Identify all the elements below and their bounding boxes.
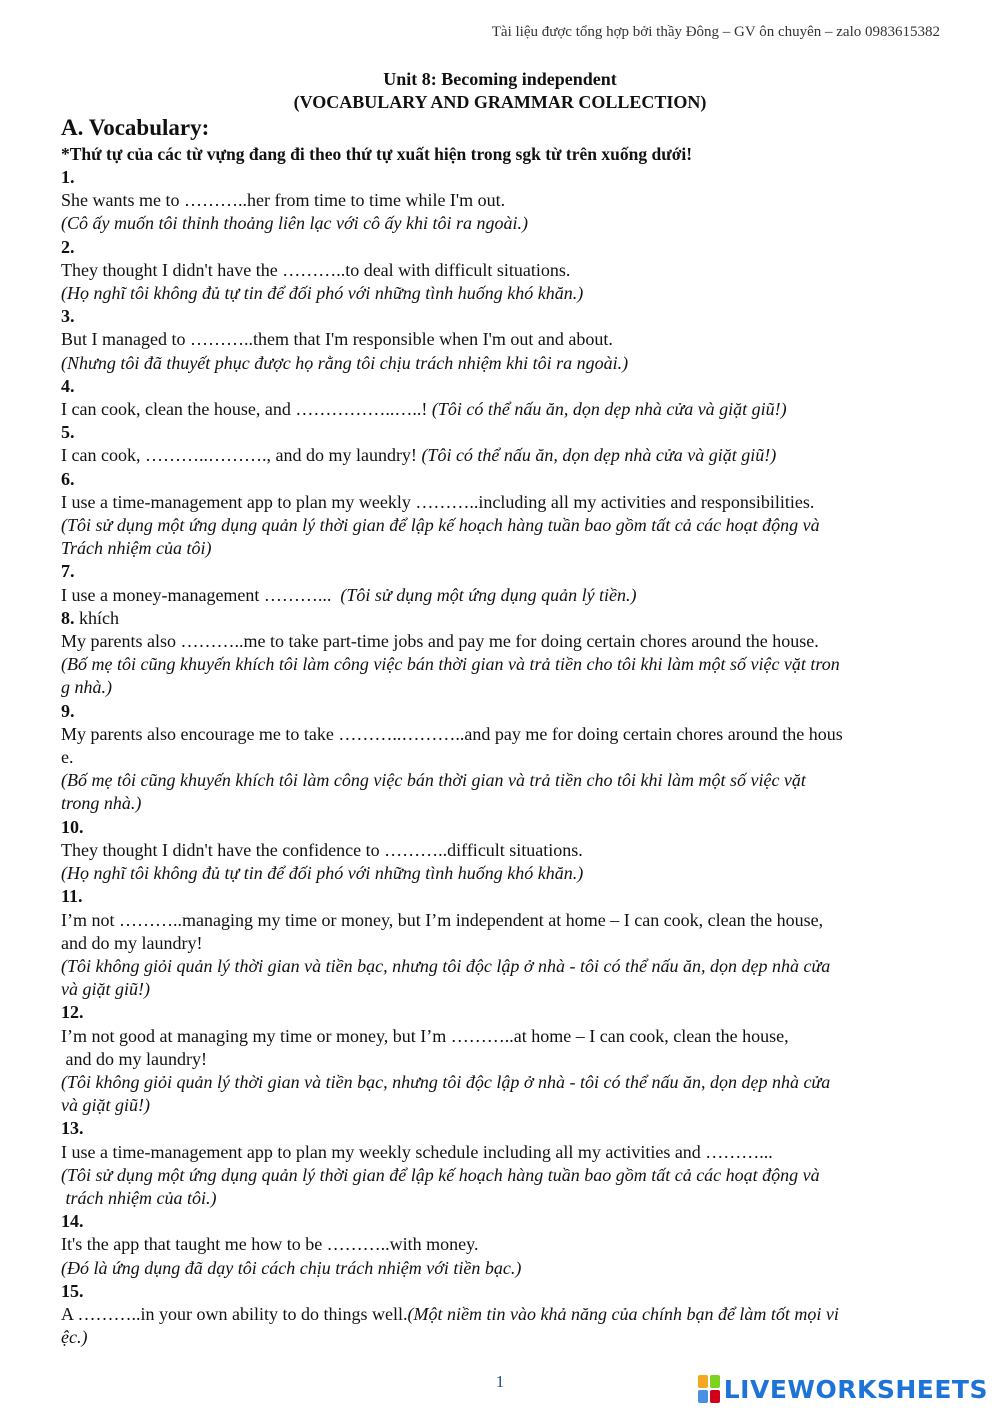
vietnamese-translation-line-1: (Một niềm tin vào khả năng của chính bạn để làm tốt mọi vi (407, 1303, 839, 1324)
english-sentence: She wants me to ………..her from time to time while I'm out. (61, 190, 506, 211)
logo-block-2 (710, 1375, 720, 1388)
vietnamese-translation: (Tôi có thể nấu ăn, dọn dẹp nhà cửa và giặt giũ!) (431, 399, 787, 420)
vocab-item-15 (61, 1280, 941, 1350)
item-number: 2. (61, 236, 75, 257)
english-sentence (61, 398, 941, 421)
vocab-item-5 (61, 421, 941, 467)
item-number: 4. (61, 375, 75, 396)
liveworksheets-logo-icon (698, 1375, 720, 1403)
english-sentence (61, 1303, 941, 1326)
english-sentence: I use a time-management app to plan my weekly schedule including all my activities and ………... (61, 1141, 773, 1162)
vietnamese-translation-line-1: (Bố mẹ tôi cũng khuyến khích tôi làm công việc bán thời gian và trả tiền cho tôi khi làm một số việc vặt tron (61, 654, 840, 675)
english-sentence: They thought I didn't have the ………..to deal with difficult situations. (61, 259, 571, 280)
vocab-item-4 (61, 375, 941, 421)
vocab-item-3 (61, 305, 941, 375)
section-heading: A. Vocabulary: (61, 115, 210, 140)
english-sentence-line-2: e. (61, 747, 74, 768)
vietnamese-translation-line-2: và giặt giũ!) (61, 979, 150, 1000)
logo-block-4 (710, 1390, 720, 1403)
item-number: 3. (61, 306, 75, 327)
vocab-item-11 (61, 885, 941, 1001)
vietnamese-translation-line-2: ệc.) (61, 1327, 88, 1348)
logo-block-3 (698, 1390, 708, 1403)
logo-block-1 (698, 1375, 708, 1388)
english-sentence: It's the app that taught me how to be ………..with money. (61, 1234, 479, 1255)
order-note: *Thứ tự của các từ vựng đang đi theo thứ tự xuất hiện trong sgk từ trên xuống dưới! (61, 144, 693, 164)
vocab-item-6 (61, 468, 941, 561)
english-sentence (61, 584, 941, 607)
title-block (0, 68, 1000, 114)
vocab-item-10 (61, 816, 941, 886)
english-text: I can cook, clean the house, and ……………..…..! (61, 399, 428, 420)
vietnamese-translation-line-1: (Tôi sử dụng một ứng dụng quản lý thời gian để lập kế hoạch hàng tuần bao gồm tất cả các hoạt động và (61, 1164, 820, 1185)
page-title: Unit 8: Becoming independent (383, 69, 617, 89)
item-number: 14. (61, 1211, 84, 1232)
english-sentence: They thought I didn't have the confidence to ………..difficult situations. (61, 839, 583, 860)
item-number-row (61, 607, 941, 630)
vietnamese-translation-line-1: (Tôi không giỏi quản lý thời gian và tiền bạc, nhưng tôi độc lập ở nhà - tôi có thể nấu ăn, dọn dẹp nhà cửa (61, 1071, 831, 1092)
item-number: 13. (61, 1118, 84, 1139)
vocab-item-9 (61, 700, 941, 816)
vietnamese-translation: (Họ nghĩ tôi không đủ tự tin để đối phó với những tình huống khó khăn.) (61, 863, 584, 884)
document-body (61, 114, 941, 1349)
vocab-item-12 (61, 1001, 941, 1117)
english-sentence: I use a time-management app to plan my weekly ………..including all my activities and responsibilities. (61, 491, 815, 512)
vocab-item-1 (61, 166, 941, 236)
vocab-item-2 (61, 236, 941, 306)
vietnamese-translation-line-2: và giặt giũ!) (61, 1095, 150, 1116)
item-number: 7. (61, 561, 75, 582)
vietnamese-translation-line-2: Trách nhiệm của tôi) (61, 538, 212, 559)
vocab-item-8 (61, 607, 941, 700)
english-text: A ………..in your own ability to do things well. (61, 1303, 408, 1324)
vietnamese-translation: (Đó là ứng dụng đã dạy tôi cách chịu trách nhiệm với tiền bạc.) (61, 1257, 522, 1278)
vocab-item-13 (61, 1117, 941, 1210)
page-number: 1 (495, 1372, 505, 1391)
english-sentence: But I managed to ………..them that I'm responsible when I'm out and about. (61, 329, 613, 350)
vietnamese-translation: (Cô ấy muốn tôi thỉnh thoảng liên lạc với cô ấy khi tôi ra ngoài.) (61, 213, 529, 234)
vietnamese-translation-line-2: trách nhiệm của tôi.) (61, 1187, 217, 1208)
vietnamese-translation-line-2: trong nhà.) (61, 793, 142, 814)
item-number: 8. (61, 607, 75, 628)
english-sentence-line-2: and do my laundry! (61, 932, 203, 953)
english-sentence-line-1: I’m not ………..managing my time or money, but I’m independent at home – I can cook, clean the house, (61, 909, 824, 930)
vietnamese-translation: (Họ nghĩ tôi không đủ tự tin để đối phó với những tình huống khó khăn.) (61, 283, 584, 304)
english-sentence-line-1: My parents also encourage me to take ………..………..and pay me for doing certain chores around the hous (61, 723, 843, 744)
english-sentence: My parents also ………..me to take part-time jobs and pay me for doing certain chores around the house. (61, 631, 819, 652)
item-number: 10. (61, 816, 84, 837)
item-number: 9. (61, 700, 75, 721)
vietnamese-translation-line-1: (Tôi sử dụng một ứng dụng quản lý thời gian để lập kế hoạch hàng tuần bao gồm tất cả các hoạt động và (61, 515, 820, 536)
vietnamese-translation-line-1: (Bố mẹ tôi cũng khuyến khích tôi làm công việc bán thời gian và trả tiền cho tôi khi làm một số việc vặt (61, 770, 806, 791)
vietnamese-translation-line-2: g nhà.) (61, 677, 112, 698)
english-sentence (61, 444, 941, 467)
vocab-item-7 (61, 560, 941, 606)
page-subtitle: (VOCABULARY AND GRAMMAR COLLECTION) (293, 92, 707, 112)
header-note: Tài liệu được tổng hợp bởi thầy Đông – GV ôn chuyên – zalo 0983615382 (491, 24, 940, 40)
vietnamese-translation: (Nhưng tôi đã thuyết phục được họ rằng tôi chịu trách nhiệm khi tôi ra ngoài.) (61, 352, 629, 373)
stray-word: khích (79, 607, 119, 628)
vietnamese-translation: (Tôi sử dụng một ứng dụng quản lý tiền.) (340, 584, 637, 605)
english-text: I can cook, ………..………., and do my laundry! (61, 445, 417, 466)
item-number: 1. (61, 167, 75, 187)
item-number: 12. (61, 1002, 84, 1023)
english-text: I use a money-management ………... (61, 584, 332, 605)
english-sentence-line-2: and do my laundry! (61, 1048, 207, 1069)
liveworksheets-logo[interactable] (698, 1374, 988, 1404)
vietnamese-translation-line-1: (Tôi không giỏi quản lý thời gian và tiền bạc, nhưng tôi độc lập ở nhà - tôi có thể nấu ăn, dọn dẹp nhà cửa (61, 955, 831, 976)
item-number: 11. (61, 886, 83, 907)
vietnamese-translation: (Tôi có thể nấu ăn, dọn dẹp nhà cửa và giặt giũ!) (421, 445, 777, 466)
vocab-item-14 (61, 1210, 941, 1280)
item-number: 15. (61, 1280, 84, 1301)
item-number: 6. (61, 468, 75, 489)
english-sentence-line-1: I’m not good at managing my time or money, but I’m ………..at home – I can cook, clean the house, (61, 1025, 789, 1046)
item-number: 5. (61, 422, 75, 443)
logo-text: LIVEWORKSHEETS (723, 1374, 988, 1404)
